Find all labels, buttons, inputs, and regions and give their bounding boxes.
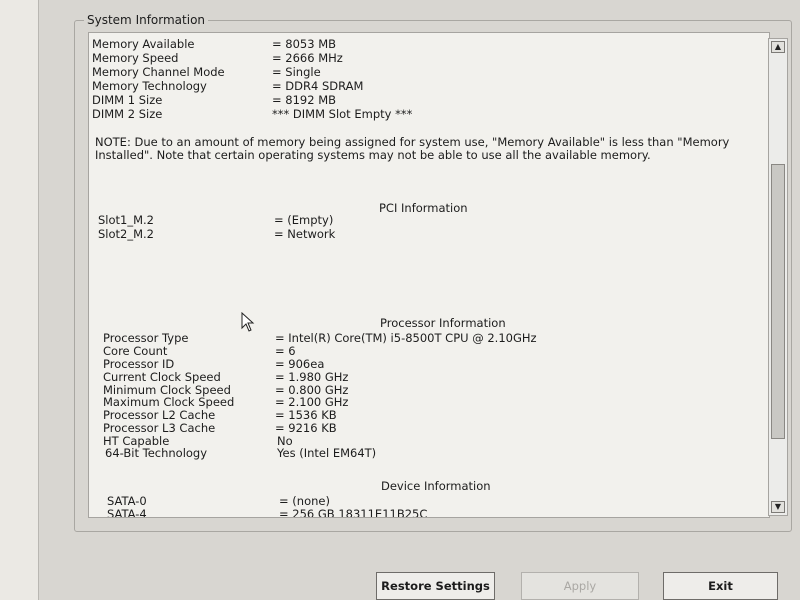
row-value: = Intel(R) Core(TM) i5-8500T CPU @ 2.10GHz [275,331,537,345]
arrow-down-icon[interactable]: ▼ [771,501,785,513]
row-value: = 2.100 GHz [275,395,349,409]
row-value: = 906ea [275,357,325,371]
row-value: = 6 [275,344,296,358]
row-value: = 2666 MHz [272,51,343,65]
row-label: Processor L3 Cache [103,421,216,435]
row-label: DIMM 2 Size [92,107,163,121]
restore-settings-button[interactable]: Restore Settings [376,572,495,600]
row-value: = Network [274,227,336,241]
row-value: = 9216 KB [275,421,337,435]
row-value: = 1536 KB [275,408,337,422]
row-label: SATA-0 [107,494,147,508]
row-value: *** DIMM Slot Empty *** [272,107,413,121]
pci-section-header: PCI Information [379,201,468,215]
row-label: DIMM 1 Size [92,93,163,107]
apply-button[interactable]: Apply [521,572,639,600]
scroll-thumb[interactable] [771,164,785,439]
row-label: SATA-4 [107,507,147,518]
row-value: = 0.800 GHz [275,383,349,397]
row-label: Current Clock Speed [103,370,221,384]
row-value: = (none) [279,494,330,508]
mouse-pointer-icon [241,312,255,332]
row-label: Slot1_M.2 [98,213,155,227]
row-value: = 8192 MB [272,93,337,107]
processor-section-header: Processor Information [380,316,506,330]
device-section-header: Device Information [381,479,491,493]
row-value: = 256 GB 18311E11B25C [279,507,428,518]
row-label: Slot2_M.2 [98,227,155,241]
row-label: 64-Bit Technology [105,446,208,460]
row-label: Memory Speed [92,51,179,65]
row-label: Maximum Clock Speed [103,395,235,409]
vertical-scrollbar[interactable] [768,38,788,516]
row-label: HT Capable [103,434,170,448]
row-value: No [277,434,293,448]
row-value: Yes (Intel EM64T) [277,446,377,460]
row-label: Memory Technology [92,79,207,93]
row-value: = 8053 MB [272,37,337,51]
row-label: Minimum Clock Speed [103,383,231,397]
row-label: Processor L2 Cache [103,408,216,422]
left-panel-edge [0,0,39,600]
row-label: Memory Channel Mode [92,65,225,79]
row-label: Processor Type [103,331,189,345]
exit-button[interactable]: Exit [663,572,778,600]
row-value: = Single [272,65,321,79]
memory-note: NOTE: Due to an amount of memory being assigned for system use, "Memory Available" is less than "Memory Installed". Note that certain operating systems may not be able to use all the available memory. [95,135,730,162]
row-value: = 1.980 GHz [275,370,349,384]
arrow-up-icon[interactable]: ▲ [771,41,785,53]
group-title: System Information [84,13,208,27]
row-value: = (Empty) [274,213,334,227]
system-information-panel [88,32,770,518]
row-label: Processor ID [103,357,175,371]
row-label: Core Count [103,344,168,358]
row-value: = DDR4 SDRAM [272,79,364,93]
row-label: Memory Available [92,37,195,51]
